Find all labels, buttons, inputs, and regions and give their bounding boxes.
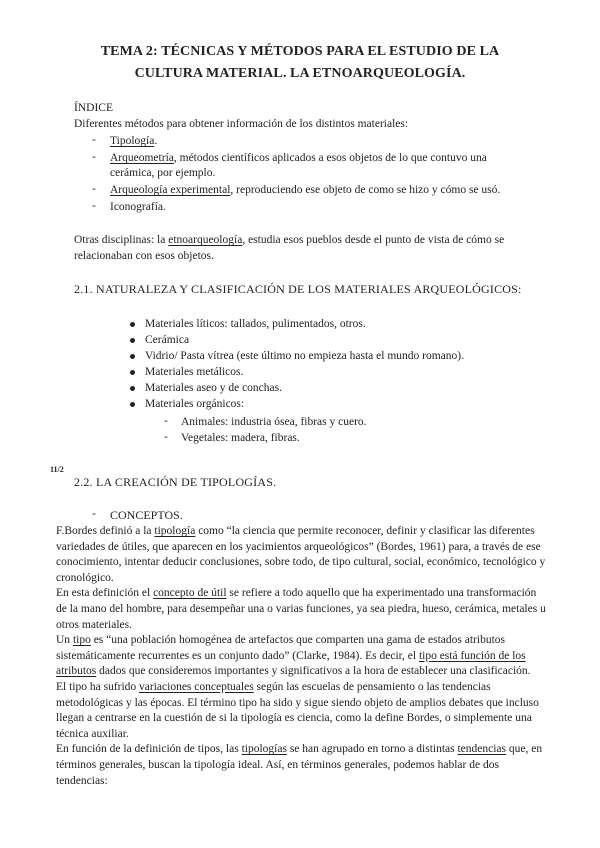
dash-marker: -	[92, 508, 96, 520]
document-title	[40, 41, 560, 85]
dash-marker: -	[92, 134, 96, 146]
term-tipologias: tipologías	[241, 743, 287, 756]
bullet-dot	[130, 402, 135, 407]
body-paragraphs	[56, 524, 548, 789]
paragraph-tipo: Un tipo es “una población homogénea de artefactos que comparten una gama de estados atributos sistemáticamente recurrentes es un conjunto dado” (Clarke, 1984). Es decir, el tipo está función de los atributos dados que consideremos importantes y significativos a la hora de establecer una clasificación.	[56, 634, 531, 678]
otras-disciplinas-cont: relacionaban con esos objetos.	[74, 250, 214, 262]
margin-note: 11/2	[50, 465, 64, 474]
material-item: Cerámica	[145, 334, 190, 346]
material-item: Vidrio/ Pasta vítrea (este último no empieza hasta el mundo romano).	[145, 350, 464, 362]
bullet-dot	[130, 338, 135, 343]
term-variaciones: variaciones conceptuales	[139, 680, 254, 693]
dash-marker: -	[92, 151, 96, 163]
material-item: Materiales metálicos.	[145, 366, 244, 378]
term-tipologia-def: tipología	[154, 525, 196, 537]
organic-sub-item: Vegetales: madera, fibras.	[181, 432, 300, 444]
conceptos-heading: CONCEPTOS.	[110, 508, 183, 522]
bullet-dot	[130, 354, 135, 359]
dash-marker: -	[92, 183, 96, 195]
paragraph-tendencias: En función de la definición de tipos, las tipologías se han agrupado en torno a distintas tendencias que, en términos generales, buscan la tipología ideal. Así, en términos generales, podemos hablar de dos tendencias:	[56, 743, 543, 787]
material-item: Materiales líticos: tallados, pulimentados, otros.	[145, 318, 366, 330]
bullet-dot	[130, 370, 135, 375]
indice-item-tipologia: Tipología.	[110, 135, 158, 147]
title-line-1: TEMA 2: TÉCNICAS Y MÉTODOS PARA EL ESTUDIO DE LA	[100, 44, 500, 59]
term-tipo-atributos: tipo está función de los atributos	[56, 649, 526, 678]
organic-sub-item: Animales: industria ósea, fibras y cuero.	[181, 416, 367, 428]
material-item: Materiales orgánicos:	[145, 398, 245, 410]
indice-item-experimental: Arqueología experimental, reproduciendo ese objeto de como se hizo y cómo se usó.	[110, 184, 501, 196]
material-item: Materiales aseo y de conchas.	[145, 382, 282, 394]
otras-disciplinas: Otras disciplinas: la etnoarqueología, estudia esos pueblos desde el punto de vista de cómo se	[74, 234, 505, 246]
term-etnoarqueologia: etnoarqueología	[168, 234, 243, 246]
dash-marker: -	[92, 200, 96, 212]
section-2-2-heading: 2.2. LA CREACIÓN DE TIPOLOGÍAS.	[74, 475, 277, 489]
indice-item-arqueometria: Arqueometría, métodos científicos aplicados a esos objetos de lo que contuvo una	[110, 152, 487, 164]
bullet-dot	[130, 386, 135, 391]
bullet-dot	[130, 322, 135, 327]
term-concepto-util: concepto de útil	[153, 587, 227, 600]
term-tipologia: Tipología	[110, 135, 155, 147]
term-arqueologia-experimental: Arqueología experimental	[110, 184, 231, 196]
term-tendencias: tendencias	[457, 743, 507, 756]
dash-marker: -	[164, 431, 168, 443]
term-arqueometria: Arqueometría	[110, 152, 174, 164]
indice-heading: ÍNDICE	[74, 102, 113, 114]
indice-item-arqueometria-cont: cerámica, por ejemplo.	[110, 167, 216, 179]
dash-marker: -	[164, 415, 168, 427]
paragraph-util: En esta definición el concepto de útil se refiere a todo aquello que ha experimentado una transformación de la mano del hombre, para desempeñar una o varias funciones, ya sea piedra, hueso, cerámica, metales u otros materiales.	[56, 587, 546, 631]
paragraph-variaciones: El tipo ha sufrido variaciones conceptuales según las escuelas de pensamiento o las tendencias metodológicas y las épocas. El término tipo ha sido y sigue siendo objeto de amplios debates que incluso llegan a centrarse en la cuestión de si la tipología es ciencia, como la define Bordes, o simplemente una técnica auxiliar.	[56, 680, 539, 740]
term-tipo: tipo	[72, 634, 91, 647]
title-line-2: CULTURA MATERIAL. LA ETNOARQUEOLOGÍA.	[134, 66, 466, 81]
section-2-1-heading: 2.1. NATURALEZA Y CLASIFICACIÓN DE LOS MATERIALES ARQUEOLÓGICOS:	[74, 282, 522, 296]
indice-item-iconografia: Iconografía.	[110, 201, 166, 213]
indice-intro: Diferentes métodos para obtener información de los distintos materiales:	[74, 118, 409, 130]
paragraph-bordes: F.Bordes definió a la tipología como “la ciencia que permite reconocer, definir y clasificar las diferentes variedades de útiles, que aparecen en los yacimientos arqueológicos” (Bordes, 1961) para, a través de ese conocimiento, intentar deducir conclusiones, sobre todo, de tipo cultural, social, económico, tecnológico y cronológico.	[56, 525, 546, 584]
